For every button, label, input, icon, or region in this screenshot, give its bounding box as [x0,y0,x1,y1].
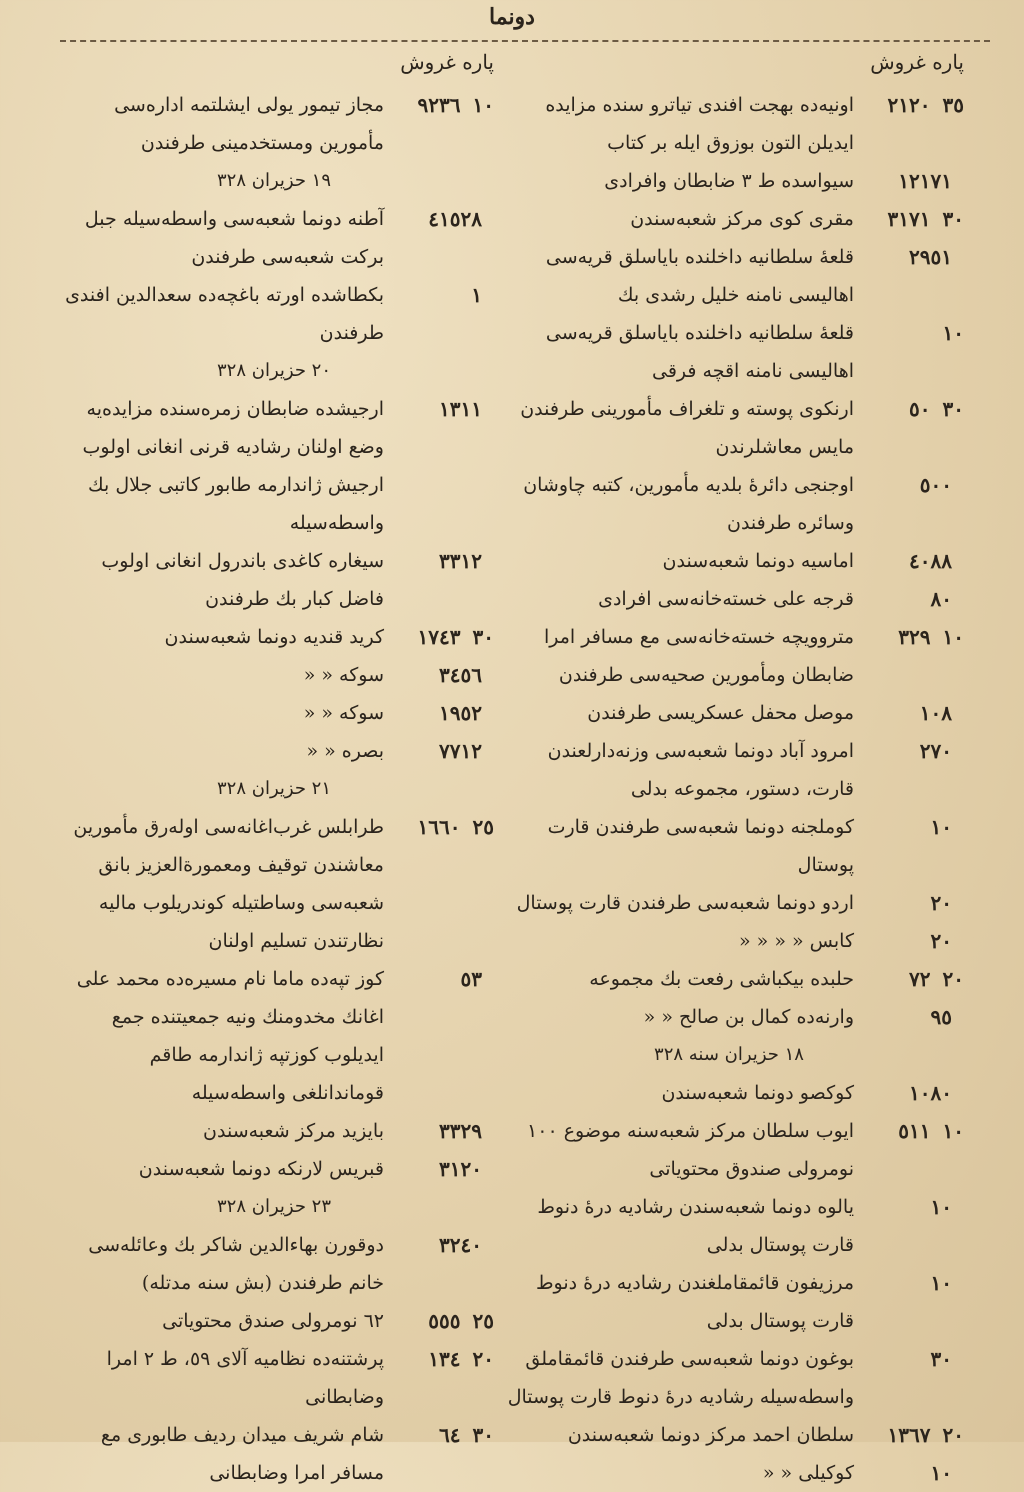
entry-text: ارجیشده ضابطان زمره‌سنده مزایده‌یه وضع اولنان رشادیه قرنی انغانی اولوب ارجیش ژاندارمه طابور کاتبی جلال بك واسطه‌سیله [82,398,384,534]
amount-gurush: ٤٠٨٨ [909,549,952,573]
amount-gurush: ٥٣ [460,967,482,991]
amount [384,656,494,694]
amount-gurush: ٣٣١٢ [439,549,482,573]
amount-para: ٢٥ [472,815,494,839]
amount-gurush: ٣٢٩ [898,625,931,649]
amount [854,732,964,770]
amount [854,86,964,124]
ledger-entry [54,656,494,694]
ledger-entry [54,1416,494,1492]
ledger-entry [494,1188,964,1264]
ledger-entry [494,466,964,542]
amount [854,390,964,428]
ledger-entry [494,732,964,808]
date-line: ١٩ حزیران ٣٢٨ [216,170,332,191]
ledger-entry [54,390,494,542]
entry-text: کوملجنه دونما شعبه‌سی طرفندن قارت پوستال [547,816,854,876]
page-title: دونما [489,4,535,30]
amount-gurush: ٣١٢٠ [439,1157,482,1181]
entry-text: کوکصو دونما شعبه‌سندن [661,1082,854,1104]
ledger-entry [54,276,494,352]
entry-text: یالوه دونما شعبه‌سندن رشادیه درهٔ دنوط قارت پوستال بدلی [537,1196,854,1256]
amount-gurush: ٧٧١٢ [439,739,482,763]
entry-text: پرشتنه‌ده نظامیه آلای ٥٩، ط ٢ امرا وضابطانی [106,1348,384,1408]
header-divider [60,40,990,42]
amount-gurush: ١٩٥٢ [439,701,482,725]
ledger-entry [494,998,964,1036]
entry-text: ارنکوی پوسته و تلغراف مأمورینی طرفندن مایس معاشلرندن [520,398,854,458]
amount [854,1454,964,1492]
entry-text: سیواسده ط ٣ ضابطان وافرادی [604,170,854,192]
ledger-entry [494,390,964,466]
entry-list [54,86,494,1492]
entry-text: سیغاره کاغدی باندرول انغانی اولوب فاضل کبار بك طرفندن [101,550,384,610]
amount-gurush: ٣١٧١ [887,207,931,231]
amount [384,276,494,314]
ledger-entry [494,884,964,922]
amount [854,1340,964,1378]
amount [854,314,964,352]
ledger-entry [494,580,964,618]
amount [384,1416,494,1454]
ledger-entry [54,200,494,276]
amount [854,1112,964,1150]
entry-text: ایوب سلطان مرکز شعبه‌سنه موضوع ١٠٠ نومرولی صندوق محتویاتی [527,1120,854,1180]
amount-gurush: ١٧٤٣ [417,625,461,649]
amount-gurush: ١٣٦٧ [887,1423,931,1447]
amount [384,1302,494,1340]
entry-text: بوغون دونما شعبه‌سی طرفندن قائمقاملق واسطه‌سیله رشادیه درهٔ دنوط قارت پوستال [507,1348,854,1408]
ledger-entry [54,1112,494,1150]
entry-text: آطنه دونما شعبه‌سی واسطه‌سیله جبل برکت شعبه‌سی طرفندن [84,208,384,268]
amount [384,1150,494,1188]
entry-text: قرجه علی خسته‌خانه‌سی افرادی [598,588,854,610]
entry-text: طرابلس غرب‌اغانه‌سی اوله‌رق مأمورین معاشندن توقیف ومعمورة‌العزیز بانق شعبه‌سی وساطتیله کوندریلوب مالیه نظارتندن تسلیم اولنان [73,816,384,952]
amount [384,732,494,770]
ledger-entry [54,618,494,656]
amount-gurush: ١٠ [930,815,952,839]
amount-gurush: ٤١٥٢٨ [428,207,482,231]
ledger-entry [494,1416,964,1454]
ledger-entry [54,542,494,618]
ledger-entry [54,86,494,162]
entry-text: حلبده بیکباشی رفعت بك مجموعه [589,968,854,990]
entry-text: قلعهٔ سلطانیه داخلنده بایاسلق قریه‌سی اهالیسی نامنه خلیل رشدی بك [545,246,854,306]
amount [854,1188,964,1226]
amount-para: ٢٠ [942,1423,964,1447]
ledger-entry [54,960,494,1112]
ledger-entry [494,1264,964,1340]
entry-text: مقری کوی مرکز شعبه‌سندن [630,208,854,230]
entry-text: سلطان احمد مرکز دونما شعبه‌سندن [567,1424,854,1446]
amount-para: ١٠ [942,1119,964,1143]
amount-para: ٣٠ [942,207,964,231]
amount-gurush: ٥٠ [909,397,931,421]
currency-header: پاره غروش [870,50,964,74]
amount-gurush: ١٠٨ [919,701,952,725]
amount-gurush: ٢٩٥١ [909,245,952,269]
ledger-entry [494,1340,964,1416]
amount [854,542,964,580]
amount [854,998,964,1036]
ledger-entry [54,1150,494,1188]
amount-gurush: ١٦٦٠ [417,815,461,839]
entry-text: متروویچه خسته‌خانه‌سی مع مسافر امرا ضابطان ومأمورین صحیه‌سی طرفندن [543,626,854,686]
amount-gurush: ١٠ [930,1461,952,1485]
date-line: ٢١ حزیران ٣٢٨ [216,778,332,799]
entry-text: سوکه « « [303,664,384,686]
amount [854,922,964,960]
entry-text: کابس « « « « [738,930,854,952]
amount [384,1340,494,1378]
amount-gurush: ٣٣٢٩ [439,1119,482,1143]
entry-text: اماسیه دونما شعبه‌سندن [662,550,854,572]
date-line: ١٨ حزیران سنه ٣٢٨ [654,1044,804,1065]
amount-para: ٢٥ [472,1309,494,1333]
amount [854,580,964,618]
amount-gurush: ١٣٤ [428,1347,461,1371]
amount [854,1264,964,1302]
amount-gurush: ١٠ [930,1195,952,1219]
ledger-entry [494,618,964,694]
amount-gurush: ٨٠ [930,587,952,611]
date-line: ٢٠ حزیران ٣٢٨ [216,360,332,381]
amount [854,618,964,656]
entry-text: بکطاشده اورته باغچه‌ده سعدالدین افندی طرفندن [65,284,384,344]
amount-gurush: ١ [471,283,482,307]
ledger-entry [494,200,964,238]
amount-gurush: ٥٠٠ [919,473,952,497]
ledger-entry [494,542,964,580]
ledger-entry [494,960,964,998]
entry-text: مرزیفون قائمقاملغندن رشادیه درهٔ دنوط قارت پوستال بدلی [535,1272,854,1332]
entry-text: شام شریف میدان ردیف طابوری مع مسافر امرا وضابطانی [100,1424,384,1484]
amount-gurush: ٢٠ [930,929,952,953]
entry-text: موصل محفل عسکریسی طرفندن [587,702,854,724]
amount [854,466,964,504]
amount-gurush: ٩٥ [930,1005,952,1029]
entry-text: بایزید مرکز شعبه‌سندن [203,1120,384,1142]
entry-text: قلعهٔ سلطانیه داخلنده بایاسلق قریه‌سی اهالیسی نامنه اقچه فرقی [545,322,854,382]
entry-text: وارنه‌ده کمال بن صالح « « [643,1006,854,1028]
ledger-entry [494,86,964,162]
amount [384,1112,494,1150]
amount-gurush: ٣٠ [930,1347,952,1371]
amount [854,238,964,276]
entry-text: اونیه‌ده بهجت افندی تیاترو سنده مزایده ایدیلن التون بوزوق ایله بر کتاب [545,94,854,154]
amount-para: ٣٠ [472,625,494,649]
amount-gurush: ٦٤ [439,1423,461,1447]
amount-gurush: ١٢١٧١ [898,169,952,193]
amount-gurush: ٣٢٤٠ [439,1233,482,1257]
ledger-entry [54,694,494,732]
amount [384,200,494,238]
amount-gurush: ٥٥٥ [428,1309,461,1333]
ledger-entry [494,1454,964,1492]
entry-text: اردو دونما شعبه‌سی طرفندن قارت پوستال [516,892,854,914]
amount-para: ١٠ [942,321,964,345]
entry-text: دوقورن بهاءالدین شاکر بك وعائله‌سی خانم طرفندن (بش سنه مدتله) [88,1234,384,1294]
amount [854,200,964,238]
amount-gurush: ٢٧٠ [919,739,952,763]
amount [384,960,494,998]
ledger-entry [494,1112,964,1188]
entry-list [494,86,964,1492]
amount [854,162,964,200]
amount [854,694,964,732]
currency-header: پاره غروش [400,50,494,74]
entry-text: مجاز تیمور یولی ایشلتمه اداره‌سی مأمورین ومستخدمینی طرفندن [114,94,384,154]
amount [384,618,494,656]
amount [384,808,494,846]
entry-text: اوجنجی دائرهٔ بلدیه مأمورین، کتبه چاوشان وسائره طرفندن [523,474,854,534]
ledger-entry [494,162,964,200]
entry-text: قبریس لارنکه دونما شعبه‌سندن [138,1158,384,1180]
amount-para: ٣٥ [942,93,964,117]
right-column [494,50,964,1492]
amount-para: ٣٠ [472,1423,494,1447]
ledger-entry [54,1226,494,1302]
amount [854,1416,964,1454]
amount-gurush: ٧٢ [909,967,931,991]
amount [854,884,964,922]
ledger-entry [494,1074,964,1112]
entry-text: بصره « « [306,740,384,762]
amount [384,694,494,732]
amount-gurush: ١٣١١ [439,397,482,421]
date-line: ٢٣ حزیران ٣٢٨ [216,1196,332,1217]
ledger-entry [54,808,494,960]
ledger-entry [494,922,964,960]
amount [384,86,494,124]
entry-text: ٦٢ نومرولی صندق محتویاتی [162,1310,384,1332]
entry-text: کوز تپه‌ده ماما نام مسیره‌ده محمد علی اغانك مخدومنك ونیه جمعیتنده جمع ایدیلوب کوزتپه ژاندارمه طاقم قوماندانلغی واسطه‌سیله [76,968,384,1104]
ledger-entry [494,694,964,732]
amount [384,542,494,580]
ledger-entry [494,314,964,390]
ledger-entry [54,732,494,770]
amount-gurush: ٢٠ [930,891,952,915]
amount-gurush: ٩٢٣٦ [417,93,461,117]
amount [854,1074,964,1112]
amount-para: ٣٠ [942,397,964,421]
ledger-entry [494,808,964,884]
entry-text: امرود آباد دونما شعبه‌سی وزنه‌دارلعندن قارت، دستور، مجموعه بدلی [547,740,854,800]
amount-gurush: ٥١١ [898,1119,931,1143]
left-column [54,50,494,1492]
amount [854,960,964,998]
amount-para: ١٠ [942,625,964,649]
entry-text: کوکیلی « « [762,1462,854,1484]
amount-para: ٢٠ [942,967,964,991]
amount-gurush: ١٠ [930,1271,952,1295]
entry-text: کرید قندیه دونما شعبه‌سندن [164,626,384,648]
amount [384,390,494,428]
amount-gurush: ١٠٨٠ [909,1081,952,1105]
ledger-entry [54,1302,494,1340]
amount-para: ١٠ [472,93,494,117]
entry-text: سوکه « « [303,702,384,724]
amount-gurush: ٢١٢٠ [887,93,931,117]
amount [854,808,964,846]
amount-gurush: ٣٤٥٦ [439,663,482,687]
amount-para: ٢٠ [472,1347,494,1371]
ledger-entry [54,1340,494,1416]
amount [384,1226,494,1264]
ledger-entry [494,238,964,314]
